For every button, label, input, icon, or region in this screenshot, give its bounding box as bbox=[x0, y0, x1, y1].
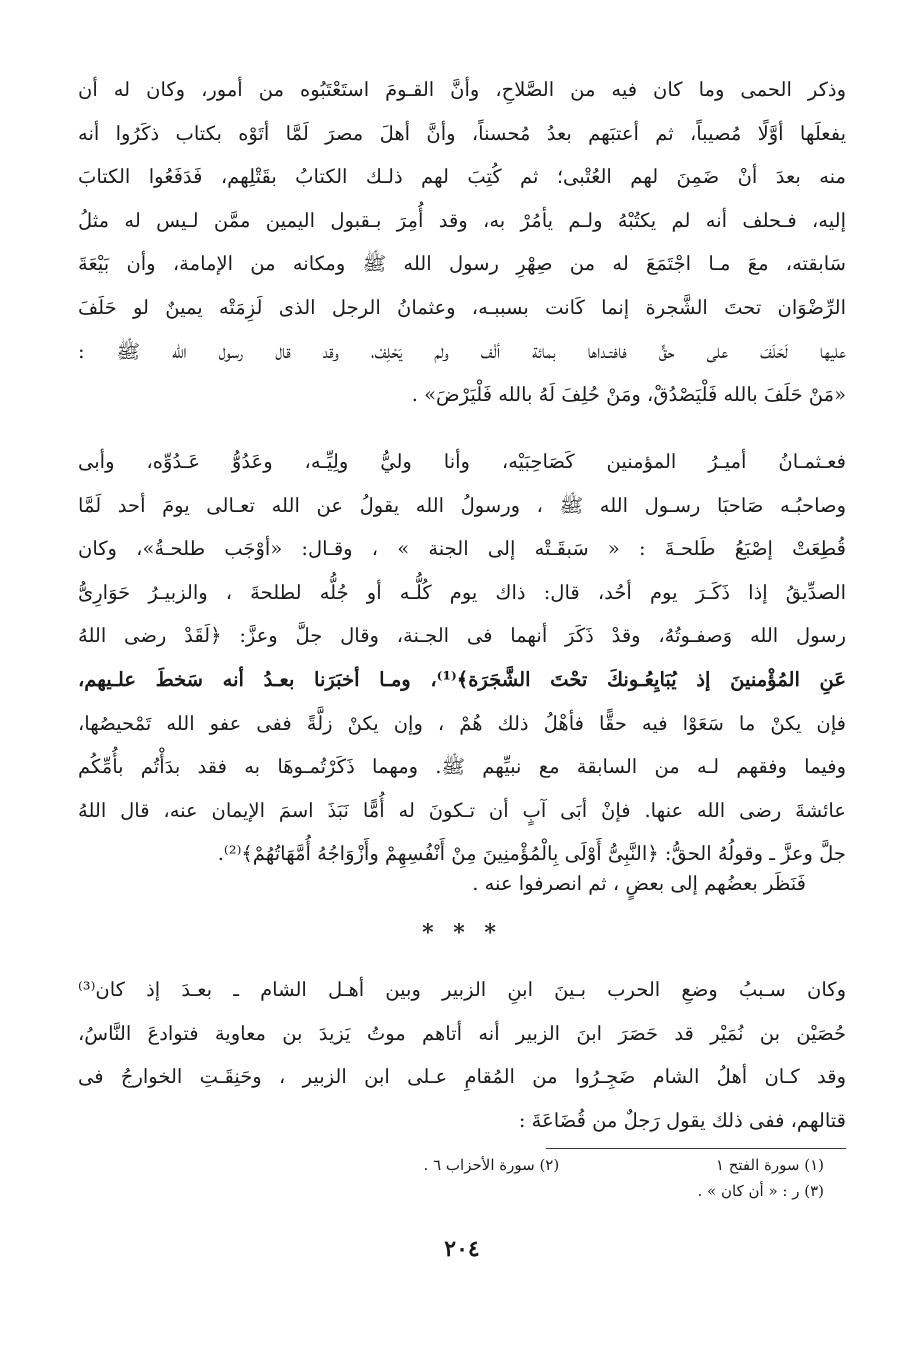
text-line: منه بعدَ أنْ ضَمِنَ لهم العُتْبى؛ ثم كُتِبَ لهم ذلـك الكتابُ بقَتْلِهم، فَدَفَعُوا الكتابَ bbox=[78, 165, 846, 189]
footnote-divider bbox=[546, 1148, 846, 1149]
footnote-row bbox=[104, 1178, 824, 1204]
footnote-1: (١) سورة الفتح ١ bbox=[715, 1156, 824, 1174]
paragraph-4 bbox=[78, 968, 846, 1142]
text-line: قتالهم، ففى ذلك يقول رَجلٌ من قُضَاعَةَ : bbox=[518, 1108, 846, 1132]
text-line: الصدِّيقُ إذا ذَكَـرَ يوم أحُد، قال: ذاك يوم كُلُّـه أو جُلُّه لطلحةَ ، والزبيـرُ حَوَارِىُّ bbox=[78, 580, 846, 604]
text-line: فَنَظَر بعضُهم إلى بعضٍ ، ثم انصرفوا عنه . bbox=[472, 872, 806, 895]
text-line: إليه، فـحلف أنه لم يكتُبْهُ ولـم يأمُرْ به، وقد أُمِرَ بـقبول اليمين ممَّن لـيس له مثلُ bbox=[78, 208, 846, 232]
text-line: فإن يكنْ ما سَعَوْا فيه حقًّا فأهْلُ ذلك هُمْ ، وإن يكنْ زلَّةً ففى عفو الله تَمْحيصُها، bbox=[78, 711, 846, 735]
text-line: الرِّضْوَان تحتَ الشَّجرة إنما كَانت بسببـه، وعثمانُ الرجل الذى لَزِمَتْه يمينٌ لو حَلَفَ bbox=[78, 295, 846, 319]
text-line: عائشةَ رضى الله عنها. فإنْ أبَى آبٍ أن تـكونَ له أُمًّا نَبَذَ اسمَ الإيمان عنه، قال اللهُ bbox=[78, 798, 846, 822]
footnote-2: (٢) سورة الأحزاب ٦ . bbox=[423, 1156, 560, 1174]
text-line: سَابقته، معَ مـا اجْتَمَعَ له من صِهْرِ رسول الله ﷺ ومكانه من الإمامة، وأن بَيْعَةَ bbox=[78, 252, 846, 276]
text-line: وصاحبُـه صَاحبَا رسـول الله ﷺ ، ورسولُ الله يقولُ عن الله تعـالى يومَ أحد لَمَّا bbox=[78, 493, 846, 517]
text-line: حُصَيْن بن نُمَيْر قد حَصَرَ ابنَ الزبير أنه أتاهم موتُ يَزيدَ بن معاوية فتوادعَ النَّاسُ، bbox=[78, 1021, 846, 1045]
quran-verse-line: عَنِ المُؤْمنينَ إذ يُبَايِعُـونكَ تحْتَ الشَّجَرَة﴾⁽¹⁾، ومـا أخبَرَنا بعـدُ أنه سَخطَ علـيهم، bbox=[78, 667, 846, 691]
text-line: وذكر الحمى وما كان فيه من الصَّلاحِ، وأنَّ القـومَ استَعْتَبُوه من أمور، وكان له أن bbox=[78, 78, 846, 101]
text-line: وكان سـببُ وضعِ الحرب بـينَ ابنِ الزبير وبين أهـل الشام ـ بعـدَ إذ كان⁽³⁾ bbox=[78, 978, 846, 1001]
text-line: قُطِعَتْ إصْبَعُ طَلحـةَ : « سَبقَـتْه إلى الجنة » ، وقـال: «أوْجَب طلحـةُ»، وكان bbox=[78, 537, 846, 561]
text-line: رسول الله وَصفـوتُهُ، وقدْ ذَكَرَ أنهما فى الجـنة، وقال جلَّ وعزَّ: ﴿لَقَدْ رضى اللهُ bbox=[78, 624, 846, 648]
text-line: «مَنْ حَلَفَ بالله فَلْيَصْدُقْ، ومَنْ حُلِفَ لَهُ بالله فَلْيَرْضَ» . bbox=[411, 383, 846, 407]
text-line: عليها لَحَلَفَ على حقٍّ فافتـداها بمائة ألْف ولم يَحْلِفْ، وقد قال رسول الله ﷺ : bbox=[78, 339, 846, 363]
paragraph-3 bbox=[78, 862, 846, 906]
footnotes bbox=[104, 1152, 824, 1204]
section-separator: * * * bbox=[422, 920, 502, 946]
text-line: يفعلَها أوَّلًا مُصيباً، ثم أعتبَهم بعدُ مُحسناً، وأنَّ أهلَ مصرَ لَمَّا أتَوْه بكتاب ذكَرُوا أنه bbox=[78, 121, 846, 145]
footnote-3: (٣) ر : « أن كان » . bbox=[697, 1182, 824, 1200]
footnote-row bbox=[104, 1152, 824, 1178]
paragraph-2 bbox=[78, 440, 846, 876]
page-number: ٢٠٤ bbox=[444, 1236, 480, 1262]
paragraph-1 bbox=[78, 68, 846, 417]
quran-verse-line: جلَّ وعزَّ ـ وقولُهُ الحقُّ: ﴿النَّبِىُّ أَوْلَى بِالْمُؤْمنِينَ مِنْ أَنْفُسِهِمْ وأَزْوَاجُهُ أُمَّهَاتُهُمْ﴾⁽²⁾. bbox=[217, 842, 846, 866]
text-line: وفيما وفقهم لـه من السابقة مع نبيِّهم ﷺ. ومهما ذَكَرْتُمـوهَا به فقد بدَأْتُم بأُمِّكُم bbox=[78, 755, 846, 779]
text-line: فعـثمـانُ أميـرُ المؤمنين كَصَاحِبَيْه، وأنا وليُّ ولِيِّـه، وعَدُوُّ عَـدُوِّه، وأبى bbox=[78, 450, 846, 473]
text-line: وقد كـان أهلُ الشام ضَجِـرُوا من المُقامِ عـلى ابن الزبير ، وحَنِقَـتِ الخوارجُ فى bbox=[78, 1065, 846, 1089]
